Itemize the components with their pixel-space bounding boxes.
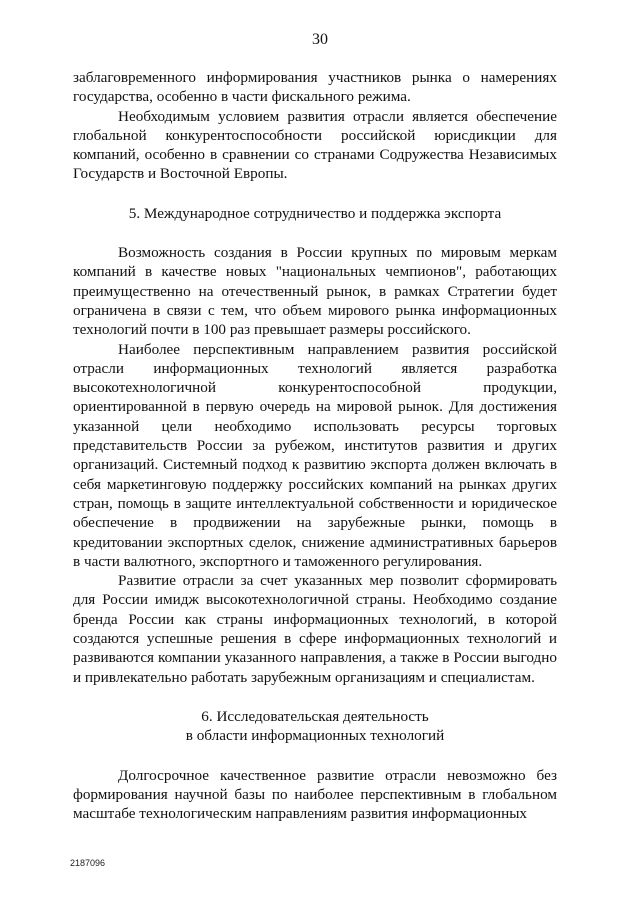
section-heading: 6. Исследовательская деятельность <box>201 707 429 725</box>
paragraph: Долгосрочное качественное развитие отрасли невозможно без формирования научной базы по наиболее перспективным в глобальном масштабе технологическим направлениям развития информационных <box>73 766 557 823</box>
section-heading: 5. Международное сотрудничество и поддержка экспорта <box>128 204 502 222</box>
paragraph: заблаговременного информирования участников рынка о намерениях государства, особенно в части фискального режима. <box>73 69 557 106</box>
section-heading-subtitle: в области информационных технологий <box>185 727 445 745</box>
document-body <box>73 68 557 823</box>
paragraph: Наиболее перспективным направлением развития российской отрасли информационных технологий является разработка высокотехнологичной конкурентоспособной продукции, ориентированной в первую очередь на мировой рынок. Для достижения указанной цели необходимо использовать ресурсы торговых представительств России за рубежом, институтов развития и других организаций. Системный подход к развитию экспорта должен включать в себя маркетинговую поддержку российских компаний на рынках других стран, помощь в защите интеллектуальной собственности и юридическое обеспечение в продвижении на зарубежные рынки, помощь в кредитовании экспортных сделок, снижение административных барьеров в части валютного, экспортного и таможенного регулирования. <box>73 340 557 570</box>
paragraph: Необходимым условием развития отрасли является обеспечение глобальной конкурентоспособности российской юрисдикции для компаний, особенно в сравнении со странами Содружества Независимых Государств и Восточной Европы. <box>73 107 557 183</box>
paragraph: Развитие отрасли за счет указанных мер позволит сформировать для России имидж высокотехнологичной страны. Необходимо создание бренда России как страны информационных технологий, в которой создаются успешные решения в сфере информационных технологий и развиваются компании указанного направления, а также в России выгодно и привлекательно работать зарубежным организациям и специалистам. <box>73 572 557 686</box>
page-number: 30 <box>312 31 328 48</box>
paragraph: Возможность создания в России крупных по мировым меркам компаний в качестве новых "национальных чемпионов", работающих преимущественно на отечественный рынок, в рамках Стратегии будет ограничена в связи с тем, что объем мирового рынка информационных технологий почти в 100 раз превышает размеры российского. <box>73 244 557 339</box>
section-heading-block <box>73 707 557 746</box>
document-code: 2187096 <box>70 858 106 868</box>
